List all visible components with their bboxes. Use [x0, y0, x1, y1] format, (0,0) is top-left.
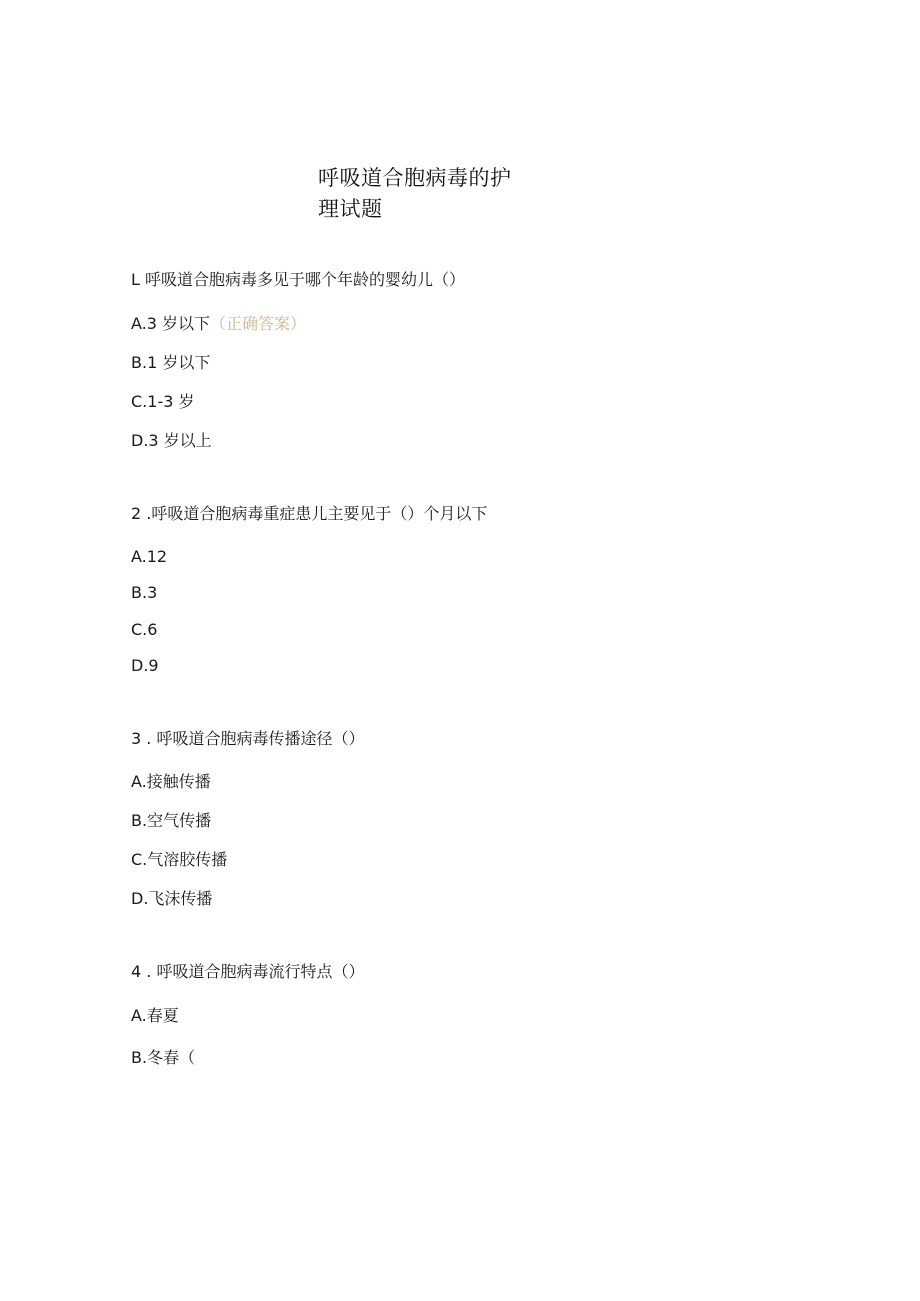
question-2-option-c: C.6 — [131, 620, 158, 639]
option-text: A.3 岁以下 — [131, 314, 211, 333]
question-2-option-b: B.3 — [131, 583, 158, 602]
question-2-option-d: D.9 — [131, 656, 159, 675]
question-1-stem: L 呼吸道合胞病毒多见于哪个年龄的婴幼儿（） — [131, 270, 466, 289]
question-2-option-a: A.12 — [131, 547, 168, 566]
question-3-option-a: A.接触传播 — [131, 772, 211, 791]
correct-answer-note: （正确答案） — [210, 314, 307, 333]
question-2-stem: 2 .呼吸道合胞病毒重症患儿主要见于（）个月以下 — [131, 504, 488, 523]
title-line-1: 呼吸道合胞病毒的护 — [318, 166, 512, 190]
question-3-option-c: C.气溶胶传播 — [131, 850, 228, 869]
question-1-option-d: D.3 岁以上 — [131, 431, 212, 450]
document-title — [318, 163, 558, 225]
question-1-option-a — [131, 314, 306, 334]
question-4-option-b: B.冬春（ — [131, 1048, 196, 1067]
question-4-stem: 4 . 呼吸道合胞病毒流行特点（） — [131, 962, 365, 981]
title-line-2: 理试题 — [318, 197, 383, 221]
question-1-option-b: B.1 岁以下 — [131, 353, 211, 372]
question-3-option-b: B.空气传播 — [131, 811, 212, 830]
question-3-stem: 3 . 呼吸道合胞病毒传播途径（） — [131, 729, 365, 748]
question-3-option-d: D.飞沫传播 — [131, 889, 213, 908]
question-1-option-c: C.1-3 岁 — [131, 392, 195, 411]
question-4-option-a: A.春夏 — [131, 1006, 179, 1025]
